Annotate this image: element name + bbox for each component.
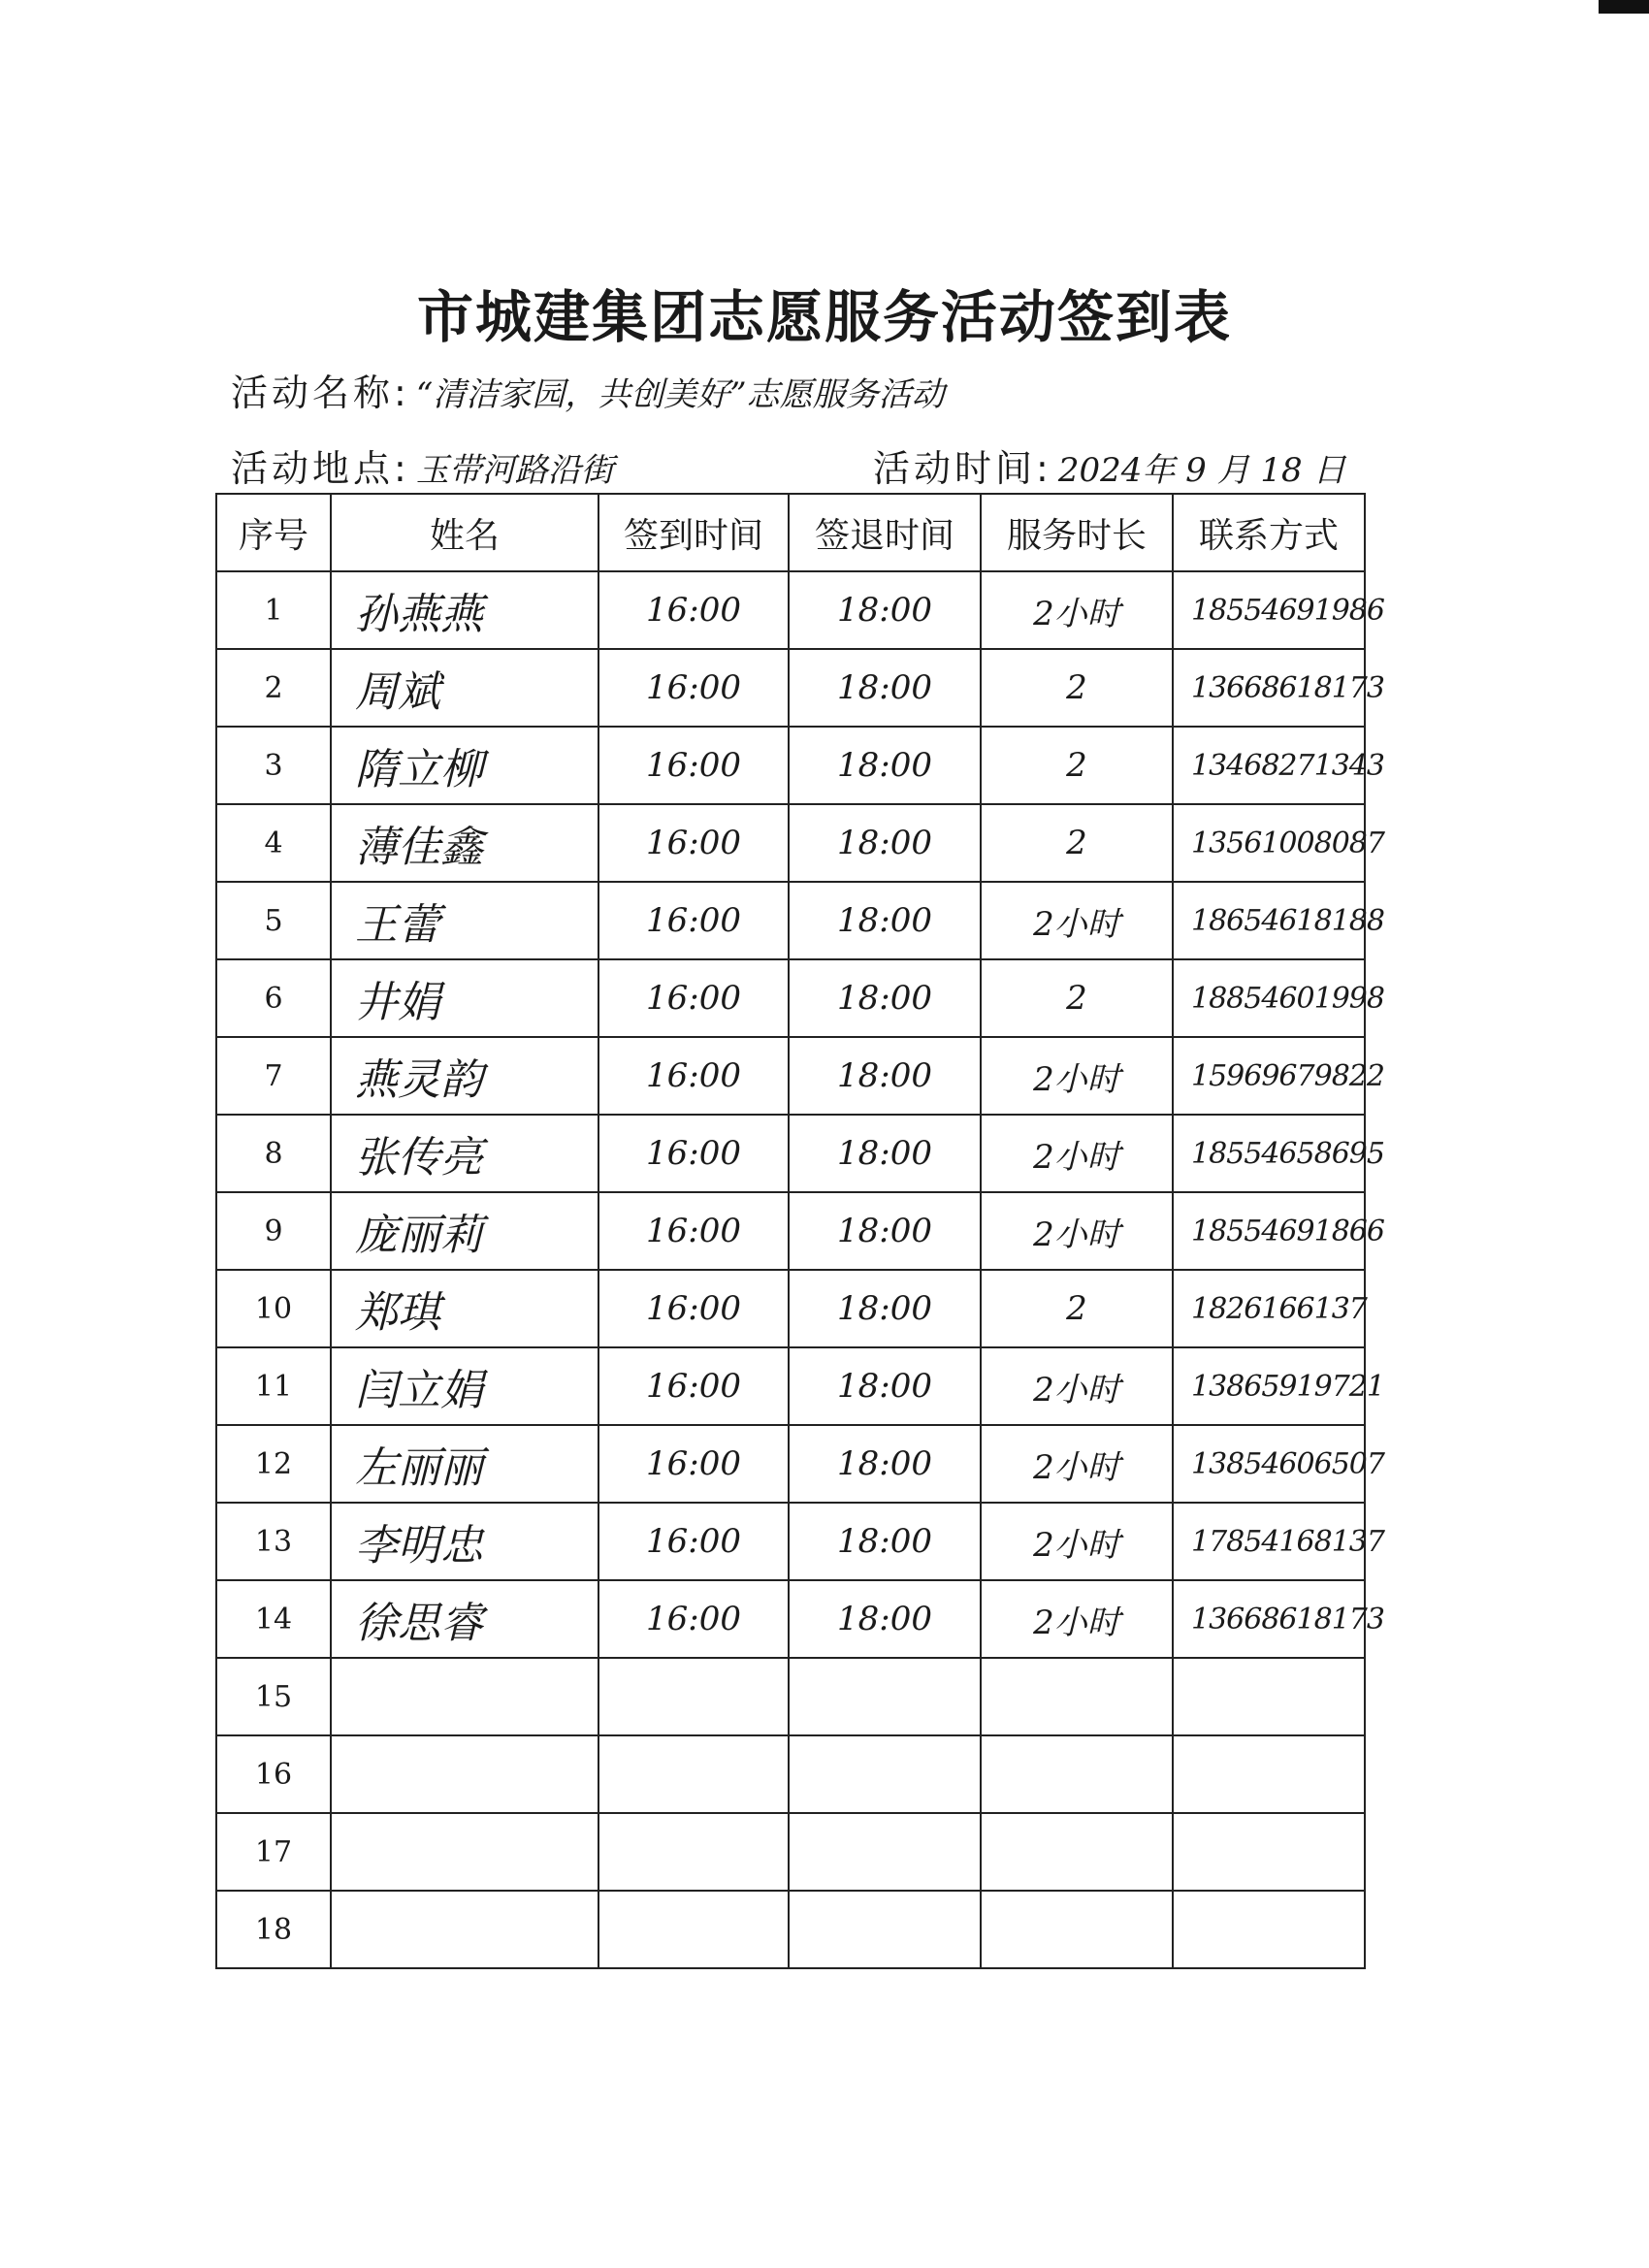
row-seq: 14 [216,1580,331,1658]
row-seq: 17 [216,1813,331,1891]
activity-time-line [873,438,1345,492]
sign-in-table [215,493,1384,1969]
row-sign-in-time: 16:00 [598,1503,789,1580]
activity-location-value: 玉带河路沿街 [415,451,614,490]
row-sign-in-time [598,1813,789,1891]
row-seq: 10 [216,1270,331,1347]
row-duration: 2小时 [981,1425,1173,1503]
row-sign-in-time: 16:00 [598,959,789,1037]
row-phone: 13668618173 [1173,649,1365,727]
table-row [216,1347,1365,1425]
row-phone: 18854601998 [1173,959,1365,1037]
row-sign-out-time: 18:00 [789,1347,981,1425]
row-sign-out-time [789,1658,981,1735]
row-name: 庞丽莉 [331,1192,598,1270]
row-sign-out-time [789,1813,981,1891]
row-phone [1173,1735,1365,1813]
row-sign-in-time: 16:00 [598,804,789,882]
row-name: 左丽丽 [331,1425,598,1503]
row-duration: 2 [981,1270,1173,1347]
row-seq: 4 [216,804,331,882]
row-name: 闫立娟 [331,1347,598,1425]
row-sign-out-time: 18:00 [789,1270,981,1347]
row-sign-in-time: 16:00 [598,727,789,804]
row-duration: 2小时 [981,1580,1173,1658]
row-name: 张传亮 [331,1115,598,1192]
row-duration: 2小时 [981,1115,1173,1192]
row-sign-out-time: 18:00 [789,571,981,649]
row-name: 燕灵韵 [331,1037,598,1115]
row-phone: 13561008087 [1173,804,1365,882]
row-seq: 1 [216,571,331,649]
activity-location-line [231,438,614,492]
table-row [216,1735,1365,1813]
header-sign-in-time: 签到时间 [598,494,789,571]
row-duration [981,1891,1173,1968]
table-row [216,959,1365,1037]
table-row [216,571,1365,649]
header-name: 姓名 [331,494,598,571]
row-duration: 2小时 [981,1503,1173,1580]
row-duration: 2 [981,649,1173,727]
table-row [216,1891,1365,1968]
header-contact: 联系方式 [1173,494,1365,571]
row-seq: 3 [216,727,331,804]
row-sign-in-time: 16:00 [598,1580,789,1658]
row-sign-in-time [598,1658,789,1735]
row-name: 徐思睿 [331,1580,598,1658]
row-seq: 9 [216,1192,331,1270]
header-seq: 序号 [216,494,331,571]
row-sign-out-time: 18:00 [789,1580,981,1658]
table-row [216,1192,1365,1270]
table-header-row [216,494,1365,571]
row-sign-in-time [598,1891,789,1968]
row-duration: 2小时 [981,882,1173,959]
row-phone: 18654618188 [1173,882,1365,959]
row-phone: 1826166137 [1173,1270,1365,1347]
row-name: 孙燕燕 [331,571,598,649]
row-duration [981,1813,1173,1891]
row-duration: 2 [981,959,1173,1037]
table-row [216,1425,1365,1503]
table-row [216,1658,1365,1735]
table-row [216,882,1365,959]
row-duration: 2小时 [981,1192,1173,1270]
table-row [216,804,1365,882]
row-name: 周斌 [331,649,598,727]
table-row [216,1037,1365,1115]
row-seq: 5 [216,882,331,959]
row-name: 李明忠 [331,1503,598,1580]
row-duration: 2小时 [981,571,1173,649]
row-phone [1173,1891,1365,1968]
activity-name-label: 活动名称: [231,372,410,414]
table-row [216,1115,1365,1192]
row-seq: 18 [216,1891,331,1968]
row-sign-out-time [789,1891,981,1968]
row-seq: 16 [216,1735,331,1813]
row-sign-out-time: 18:00 [789,959,981,1037]
row-duration: 2小时 [981,1037,1173,1115]
row-seq: 8 [216,1115,331,1192]
row-sign-in-time: 16:00 [598,1115,789,1192]
row-seq: 12 [216,1425,331,1503]
row-duration: 2 [981,727,1173,804]
row-sign-out-time: 18:00 [789,1037,981,1115]
table-row [216,727,1365,804]
row-sign-out-time: 18:00 [789,804,981,882]
activity-name-value: “清洁家园，共创美好”志愿服务活动 [415,375,945,414]
header-sign-out-time: 签退时间 [789,494,981,571]
row-duration [981,1658,1173,1735]
row-sign-out-time: 18:00 [789,649,981,727]
row-seq: 11 [216,1347,331,1425]
row-sign-out-time: 18:00 [789,882,981,959]
scan-corner-mark [1599,0,1649,14]
row-phone: 13865919721 [1173,1347,1365,1425]
activity-time-value: 2024年 9 月 18 日 [1057,451,1346,490]
row-sign-in-time: 16:00 [598,1425,789,1503]
activity-name-line [231,363,945,416]
row-sign-out-time: 18:00 [789,1425,981,1503]
row-sign-in-time: 16:00 [598,882,789,959]
row-name: 郑琪 [331,1270,598,1347]
row-name [331,1658,598,1735]
row-sign-out-time: 18:00 [789,1115,981,1192]
activity-time-label: 活动时间: [873,447,1052,490]
row-sign-in-time: 16:00 [598,571,789,649]
row-sign-out-time: 18:00 [789,1192,981,1270]
row-name: 隋立柳 [331,727,598,804]
row-name: 薄佳鑫 [331,804,598,882]
row-phone: 18554691986 [1173,571,1365,649]
row-seq: 2 [216,649,331,727]
row-sign-out-time: 18:00 [789,727,981,804]
page-title: 市城建集团志愿服务活动签到表 [416,284,1232,350]
row-phone: 17854168137 [1173,1503,1365,1580]
activity-location-label: 活动地点: [231,447,410,490]
row-phone: 13468271343 [1173,727,1365,804]
row-name: 王蕾 [331,882,598,959]
row-sign-in-time: 16:00 [598,1347,789,1425]
row-phone: 18554691866 [1173,1192,1365,1270]
row-phone: 18554658695 [1173,1115,1365,1192]
row-name [331,1891,598,1968]
row-sign-in-time: 16:00 [598,1037,789,1115]
row-phone [1173,1813,1365,1891]
row-phone: 13854606507 [1173,1425,1365,1503]
row-duration: 2小时 [981,1347,1173,1425]
table-row [216,1580,1365,1658]
row-sign-in-time: 16:00 [598,1192,789,1270]
row-phone: 13668618173 [1173,1580,1365,1658]
row-seq: 13 [216,1503,331,1580]
row-sign-in-time: 16:00 [598,649,789,727]
row-phone [1173,1658,1365,1735]
table-row [216,649,1365,727]
row-phone: 15969679822 [1173,1037,1365,1115]
row-name [331,1813,598,1891]
row-sign-out-time [789,1735,981,1813]
row-duration [981,1735,1173,1813]
row-seq: 7 [216,1037,331,1115]
row-seq: 15 [216,1658,331,1735]
row-name: 井娟 [331,959,598,1037]
row-seq: 6 [216,959,331,1037]
row-sign-in-time [598,1735,789,1813]
table-row [216,1270,1365,1347]
row-name [331,1735,598,1813]
table-row [216,1503,1365,1580]
header-service-duration: 服务时长 [981,494,1173,571]
row-duration: 2 [981,804,1173,882]
row-sign-in-time: 16:00 [598,1270,789,1347]
table-body [216,571,1384,1968]
row-sign-out-time: 18:00 [789,1503,981,1580]
table-row [216,1813,1365,1891]
